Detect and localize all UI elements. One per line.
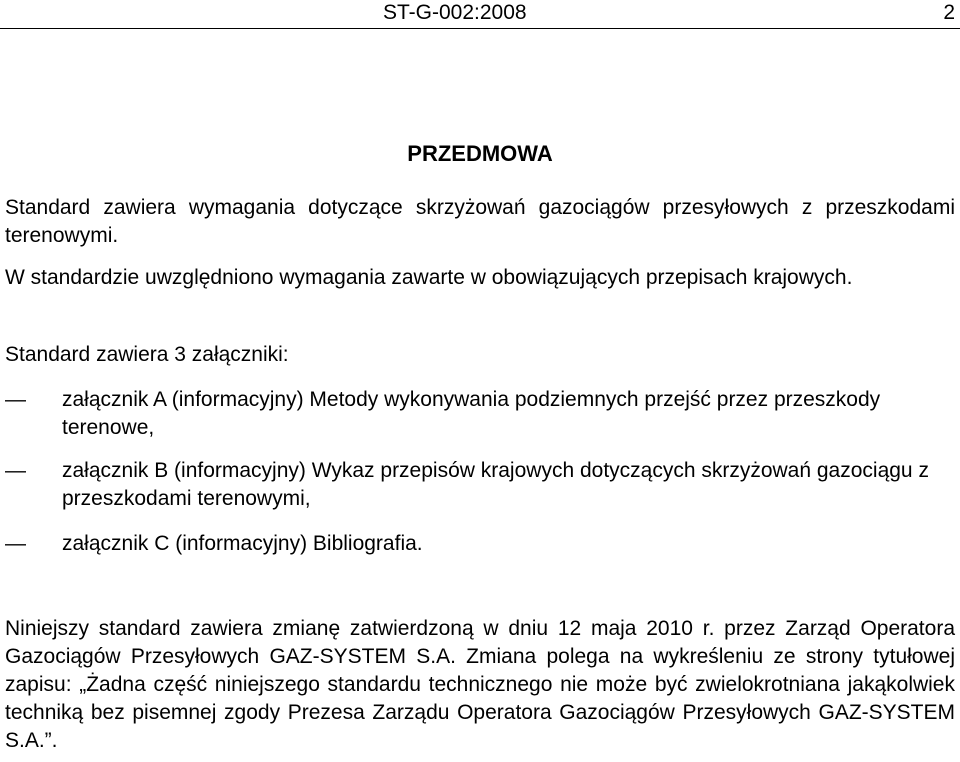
annex-b-text: załącznik B (informacyjny) Wykaz przepisów krajowych dotyczących skrzyżowań gazociągu z przeszkodami terenowymi, [62, 459, 929, 510]
dash-bullet: — [5, 388, 26, 411]
annex-intro-paragraph: Standard zawiera 3 załączniki: [5, 343, 289, 366]
annex-c-text: załącznik C (informacyjny) Bibliografia. [62, 532, 423, 555]
dash-bullet: — [5, 459, 26, 482]
standard-paragraph: W standardzie uwzględniono wymagania zawarte w obowiązujących przepisach krajowych. [5, 266, 853, 289]
annex-a-text: załącznik A (informacyjny) Metody wykonywania podziemnych przejść przez przeszkody terenowe, [62, 388, 881, 439]
intro-paragraph: Standard zawiera wymagania dotyczące skrzyżowań gazociągów przesyłowych z przeszkodami terenowymi. [5, 196, 955, 247]
page-header [0, 0, 960, 29]
section-title: PRZEDMOWA [407, 141, 553, 166]
document-id: ST-G-002:2008 [383, 1, 527, 24]
dash-bullet: — [5, 532, 26, 555]
page-number: 2 [943, 1, 955, 24]
amendment-paragraph: Niniejszy standard zawiera zmianę zatwierdzoną w dniu 12 maja 2010 r. przez Zarząd Operatora Gazociągów Przesyłowych GAZ-SYSTEM S.A. Zmiana polega na wykreśleniu ze strony tytułowej zapisu: „Żadna część niniejszego standardu technicznego nie może być zwielokrotniana jakąkolwiek techniką bez pisemnej zgody Prezesa Zarządu Operatora Gazociągów Przesyłowych GAZ-SYSTEM S.A.”. [5, 617, 955, 752]
